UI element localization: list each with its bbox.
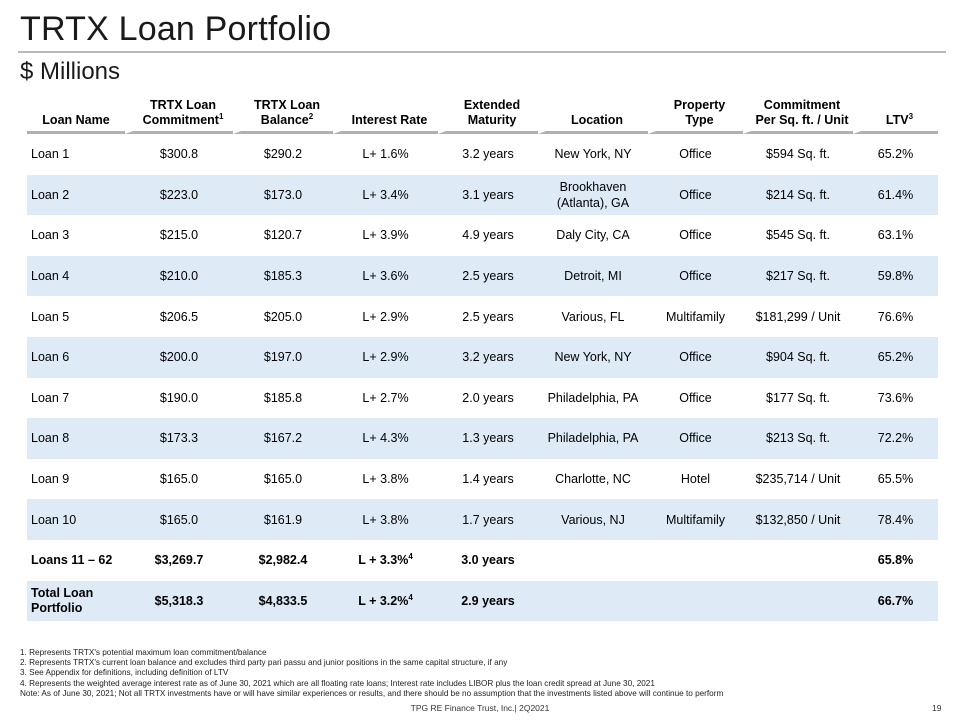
balance-cell: $165.0 <box>263 472 303 487</box>
balance-cell: $167.2 <box>233 418 333 459</box>
table-header-row <box>27 95 938 134</box>
column-header-line1: Commitment <box>763 98 841 112</box>
footnote-line: 1. Represents TRTX's potential maximum loan commitment/balance <box>20 648 267 657</box>
maturity-cell: 1.4 years <box>462 472 514 487</box>
property-type-cell: Office <box>648 418 743 459</box>
interest-rate-value: L + 3.3% <box>358 553 409 568</box>
column-header <box>27 95 125 134</box>
interest-rate-cell: L+ 2.7% <box>362 390 409 405</box>
column-header-line1: Extended <box>463 98 521 112</box>
per-unit-cell: $181,299 / Unit <box>755 309 841 324</box>
table-row <box>27 296 938 337</box>
property-type-cell <box>648 581 743 622</box>
footnote-line: Note: As of June 30, 2021; Not all TRTX investments have or will have similar experiences or results, and there should be no assumption that the investments listed above will continue to perform <box>20 688 724 698</box>
commitment-cell: $206.5 <box>159 309 199 324</box>
column-header <box>743 95 853 134</box>
location-cell: Charlotte, NC <box>555 472 631 487</box>
column-header-line1: Interest Rate <box>351 113 428 127</box>
location-cell <box>538 540 648 581</box>
balance-cell: $185.3 <box>233 256 333 297</box>
table-row <box>27 418 938 459</box>
interest-rate-cell: L+ 2.9% <box>333 337 438 378</box>
table-row <box>27 378 938 419</box>
interest-rate-cell: L+ 3.6% <box>333 256 438 297</box>
table-row <box>27 134 938 175</box>
column-header <box>648 95 743 134</box>
commitment-cell: $173.3 <box>125 418 233 459</box>
per-unit-cell: $214 Sq. ft. <box>743 175 853 216</box>
commitment-cell: $190.0 <box>159 390 199 405</box>
footnotes <box>20 648 723 699</box>
footnote-ref: 1 <box>218 111 224 121</box>
table-body <box>27 134 938 621</box>
property-type-cell: Hotel <box>680 472 711 487</box>
property-type-cell: Office <box>679 147 712 162</box>
ltv-cell: 66.7% <box>853 581 938 622</box>
commitment-cell: $223.0 <box>125 175 233 216</box>
property-type-cell: Multifamily <box>665 309 726 324</box>
footnote-ref: 4 <box>408 592 413 602</box>
maturity-cell: 2.5 years <box>438 256 538 297</box>
footnote-line: 2. Represents TRTX's current loan balance and excludes third party pari passu and junior positions in the same capital structure, if any <box>20 658 508 668</box>
table-row <box>27 540 938 581</box>
location-cell: Detroit, MI <box>538 256 648 297</box>
loan-name-cell: Total Loan Portfolio <box>27 581 125 622</box>
loan-name-cell: Loan 2 <box>27 175 125 216</box>
per-unit-cell: $235,714 / Unit <box>755 472 841 487</box>
per-unit-cell <box>743 540 853 581</box>
table-row <box>27 175 938 216</box>
location-cell: Daly City, CA <box>556 228 630 243</box>
commitment-cell: $215.0 <box>159 228 199 243</box>
loan-name-cell: Loan 6 <box>27 337 125 378</box>
page-subtitle: $ Millions <box>20 58 121 85</box>
location-cell: New York, NY <box>554 147 632 162</box>
column-header-line2: Maturity <box>467 113 517 127</box>
per-unit-cell: $217 Sq. ft. <box>743 256 853 297</box>
column-header-line2: Commitment <box>142 113 219 127</box>
ltv-cell: 63.1% <box>877 228 914 243</box>
table-row <box>27 581 938 622</box>
interest-rate-cell: L+ 4.3% <box>333 418 438 459</box>
balance-cell: $4,833.5 <box>233 581 333 622</box>
location-cell: New York, NY <box>538 337 648 378</box>
column-header-line1: Property <box>673 98 726 112</box>
interest-rate-cell: L+ 3.4% <box>333 175 438 216</box>
balance-cell: $120.7 <box>263 228 303 243</box>
maturity-cell: 3.1 years <box>438 175 538 216</box>
balance-cell: $173.0 <box>233 175 333 216</box>
column-header-line1: LTV <box>885 113 909 127</box>
commitment-cell: $300.8 <box>159 147 199 162</box>
column-header-line2: Type <box>685 113 714 127</box>
table-row <box>27 256 938 297</box>
location-cell: Philadelphia, PA <box>547 390 639 405</box>
ltv-cell: 65.5% <box>877 472 914 487</box>
table-row <box>27 459 938 500</box>
interest-rate-cell <box>333 581 438 622</box>
ltv-cell: 59.8% <box>853 256 938 297</box>
footnote-ref: 4 <box>408 552 413 562</box>
footer-text: TPG RE Finance Trust, Inc.| 2Q2021 <box>410 703 550 713</box>
property-type-cell: Office <box>679 228 712 243</box>
interest-rate-cell <box>333 540 438 581</box>
ltv-cell: 65.8% <box>877 553 914 568</box>
property-type-cell: Multifamily <box>648 499 743 540</box>
page-number: 19 <box>932 703 942 713</box>
loan-name-cell: Loan 4 <box>27 256 125 297</box>
footnote-ref: 2 <box>308 111 314 121</box>
maturity-cell: 1.3 years <box>438 418 538 459</box>
column-header <box>233 95 333 134</box>
footnote-ref: 3 <box>908 111 914 121</box>
maturity-cell: 4.9 years <box>462 228 514 243</box>
commitment-cell: $210.0 <box>125 256 233 297</box>
column-header <box>333 95 438 134</box>
column-header-line1: TRTX Loan <box>150 98 216 112</box>
column-header-line1: Location <box>570 113 624 127</box>
property-type-cell: Office <box>648 256 743 297</box>
per-unit-cell: $213 Sq. ft. <box>743 418 853 459</box>
maturity-cell: 3.2 years <box>438 337 538 378</box>
loan-name-cell: Loan 9 <box>31 472 70 487</box>
table-row <box>27 215 938 256</box>
location-cell: Various, FL <box>561 309 625 324</box>
balance-cell: $197.0 <box>233 337 333 378</box>
property-type-cell <box>648 540 743 581</box>
ltv-cell: 65.2% <box>853 337 938 378</box>
table-row <box>27 337 938 378</box>
footnote-line: 3. See Appendix for definitions, including definition of LTV <box>20 668 229 678</box>
per-unit-cell: $132,850 / Unit <box>743 499 853 540</box>
maturity-cell: 2.0 years <box>462 390 514 405</box>
commitment-cell: $165.0 <box>159 472 199 487</box>
ltv-cell: 65.2% <box>877 147 914 162</box>
table-row <box>27 499 938 540</box>
location-cell: Various, NJ <box>538 499 648 540</box>
loan-name-cell: Loan 3 <box>31 228 70 243</box>
interest-rate-cell: L+ 1.6% <box>362 147 409 162</box>
commitment-cell: $3,269.7 <box>154 553 204 568</box>
balance-cell: $205.0 <box>263 309 303 324</box>
column-header <box>538 95 648 134</box>
per-unit-cell: $177 Sq. ft. <box>766 390 830 405</box>
interest-rate-cell: L+ 3.8% <box>333 499 438 540</box>
footnote-line: 4. Represents the weighted average interest rate as of June 30, 2021 which are all floating rate loans; Interest rate includes LIBOR plus the loan credit spread at June 30, 2021 <box>20 678 655 688</box>
balance-cell: $290.2 <box>263 147 303 162</box>
property-type-cell: Office <box>648 175 743 216</box>
property-type-cell: Office <box>679 390 712 405</box>
interest-rate-cell: L+ 3.9% <box>362 228 409 243</box>
ltv-cell: 72.2% <box>853 418 938 459</box>
loan-name-cell: Loan 8 <box>27 418 125 459</box>
location-cell: Brookhaven (Atlanta), GA <box>538 175 648 216</box>
balance-cell: $185.8 <box>263 390 303 405</box>
maturity-cell: 3.2 years <box>462 147 514 162</box>
commitment-cell: $5,318.3 <box>125 581 233 622</box>
property-type-cell: Office <box>648 337 743 378</box>
per-unit-cell <box>743 581 853 622</box>
maturity-cell: 2.5 years <box>462 309 514 324</box>
loan-name-cell: Loan 5 <box>31 309 70 324</box>
per-unit-cell: $904 Sq. ft. <box>743 337 853 378</box>
balance-cell: $2,982.4 <box>258 553 308 568</box>
per-unit-cell: $594 Sq. ft. <box>766 147 830 162</box>
location-cell: Philadelphia, PA <box>538 418 648 459</box>
column-header-line2: Balance <box>260 113 309 127</box>
loan-name-cell: Loans 11 – 62 <box>31 553 113 568</box>
maturity-cell: 2.9 years <box>438 581 538 622</box>
column-header-line2: Per Sq. ft. / Unit <box>755 113 849 127</box>
ltv-cell: 61.4% <box>853 175 938 216</box>
loan-name-cell: Loan 7 <box>31 390 70 405</box>
loan-portfolio-table <box>27 95 938 621</box>
loan-name-cell: Loan 1 <box>31 147 70 162</box>
per-unit-cell: $545 Sq. ft. <box>766 228 830 243</box>
loan-name-cell: Loan 10 <box>27 499 125 540</box>
commitment-cell: $165.0 <box>125 499 233 540</box>
maturity-cell: 3.0 years <box>461 553 515 568</box>
column-header <box>438 95 538 134</box>
interest-rate-cell: L+ 2.9% <box>362 309 409 324</box>
column-header <box>853 95 938 134</box>
maturity-cell: 1.7 years <box>438 499 538 540</box>
title-divider <box>18 51 946 53</box>
column-header-line1: TRTX Loan <box>254 98 320 112</box>
ltv-cell: 73.6% <box>877 390 914 405</box>
location-cell <box>538 581 648 622</box>
balance-cell: $161.9 <box>233 499 333 540</box>
commitment-cell: $200.0 <box>125 337 233 378</box>
interest-rate-value: L + 3.2% <box>358 593 409 608</box>
column-header <box>125 95 233 134</box>
column-header-line1: Loan Name <box>42 113 110 127</box>
ltv-cell: 76.6% <box>877 309 914 324</box>
interest-rate-cell: L+ 3.8% <box>362 472 409 487</box>
ltv-cell: 78.4% <box>853 499 938 540</box>
page-title: TRTX Loan Portfolio <box>20 10 332 48</box>
